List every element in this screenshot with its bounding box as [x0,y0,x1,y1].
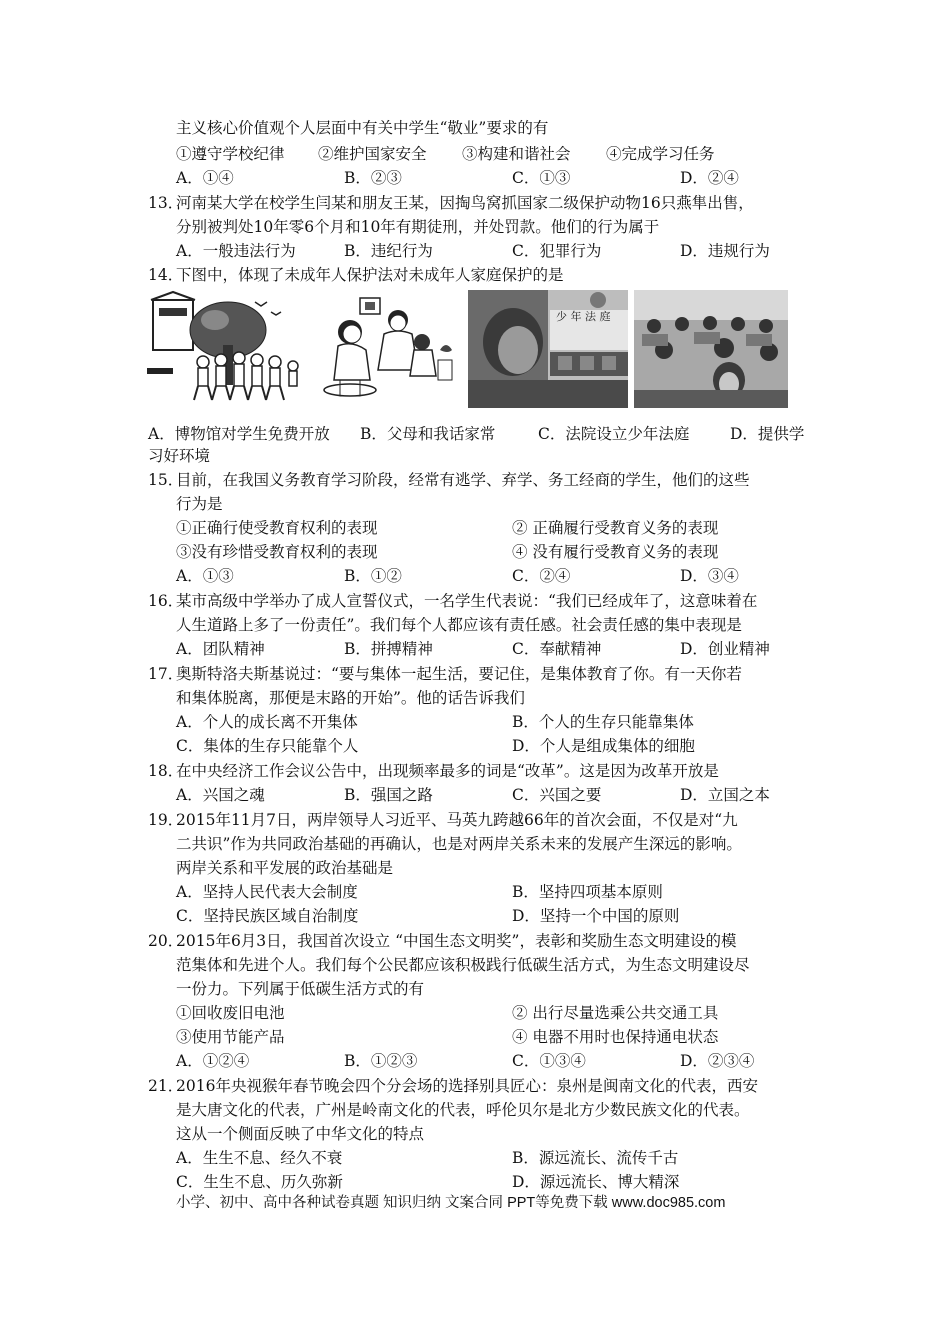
q16-option-d: D．创业精神 [680,640,770,658]
q16-option-a: A．团队精神 [176,640,265,658]
q12-item-3: ③构建和谐社会 [462,145,571,163]
q17-option-b: B．个人的生存只能靠集体 [512,713,694,731]
q19-number: 19． [148,811,184,829]
q21-number: 21． [148,1077,184,1095]
q14-number: 14． [148,266,184,284]
q17-option-c: C．集体的生存只能靠个人 [176,737,359,755]
q18-option-c: C．兴国之要 [512,786,602,804]
q20-option-d: D．②③④ [680,1052,755,1070]
q14-option-a: A．博物馆对学生免费开放 [148,425,330,443]
q19-stem-line1: 2015年11月7日，两岸领导人习近平、马英九跨越66年的首次会面，不仅是对“九 [176,811,738,829]
q18-number: 18． [148,762,184,780]
q12-option-d: D．②④ [680,169,739,187]
q14-option-d: D．提供学 [730,425,805,443]
q21-option-d: D．源远流长、博大精深 [512,1173,680,1191]
q12-item-2: ②维护国家安全 [318,145,427,163]
q13-option-b: B．违纪行为 [344,242,433,260]
q12-option-c: C．①③ [512,169,571,187]
q14-option-b: B．父母和我话家常 [360,425,496,443]
q13-stem-line2: 分别被判处10年零6个月和10年有期徒刑，并处罚款。他们的行为属于 [176,218,660,236]
q15-number: 15． [148,471,184,489]
q19-option-a: A．坚持人民代表大会制度 [176,883,358,901]
q15-stem-line1: 目前，在我国义务教育学习阶段，经常有逃学、弃学、务工经商的学生，他们的这些 [176,471,750,489]
q12-option-a: A．①④ [176,169,234,187]
q17-stem-line2: 和集体脱离，那便是末路的开始”。他的话告诉我们 [176,689,525,707]
q15-stem-line2: 行为是 [176,495,223,513]
q15-option-a: A．①③ [176,567,234,585]
q13-number: 13． [148,194,184,212]
q15-item-2: ② 正确履行受教育义务的表现 [512,519,719,537]
q15-item-1: ①正确行使受教育权利的表现 [176,519,378,537]
q12-option-b: B．②③ [344,169,402,187]
q19-option-b: B．坚持四项基本原则 [512,883,663,901]
q17-option-d: D．个人是组成集体的细胞 [512,737,695,755]
computer-classroom-photo [634,290,788,408]
q16-stem-line2: 人生道路上多了一份责任”。我们每个人都应该有责任感。社会责任感的集中表现是 [176,616,742,634]
q20-stem-line2: 范集体和先进个人。我们每个公民都应该积极践行低碳生活方式，为生态文明建设尽 [176,956,750,974]
q13-option-a: A．一般违法行为 [176,242,296,260]
q20-item-1: ①回收废旧电池 [176,1004,285,1022]
q20-stem-line3: 一份力。下列属于低碳生活方式的有 [176,980,425,998]
family-chat-illustration [310,290,460,408]
q13-option-c: C．犯罪行为 [512,242,602,260]
q19-option-d: D．坚持一个中国的原则 [512,907,680,925]
q16-option-c: C．奉献精神 [512,640,602,658]
q20-item-2: ② 出行尽量选乘公共交通工具 [512,1004,719,1022]
q15-item-3: ③没有珍惜受教育权利的表现 [176,543,378,561]
q16-number: 16． [148,592,184,610]
q19-option-c: C．坚持民族区域自治制度 [176,907,359,925]
q14-option-c: C．法院设立少年法庭 [538,425,690,443]
q18-option-d: D．立国之本 [680,786,770,804]
q20-item-4: ④ 电器不用时也保持通电状态 [512,1028,719,1046]
q20-option-c: C．①③④ [512,1052,586,1070]
q13-option-d: D．违规行为 [680,242,770,260]
q21-stem-line1: 2016年央视猴年春节晚会四个分会场的选择别具匠心：泉州是闽南文化的代表，西安 [176,1077,758,1095]
q20-item-3: ③使用节能产品 [176,1028,285,1046]
q17-option-a: A．个人的成长离不开集体 [176,713,358,731]
q15-option-b: B．①② [344,567,402,585]
q12-item-1: ①遵守学校纪律 [176,145,285,163]
juvenile-court-photo [468,290,628,408]
page-footer: 小学、初中、高中各种试卷真题 知识归纳 文案合同 PPT等免费下载 www.doc985.com [176,1195,726,1211]
q16-stem-line1: 某市高级中学举办了成人宣誓仪式，一名学生代表说：“我们已经成年了，这意味着在 [176,592,758,610]
q17-stem-line1: 奥斯特洛夫斯基说过：“要与集体一起生活，要记住，是集体教育了你。有一天你若 [176,665,742,683]
q20-number: 20． [148,932,184,950]
q21-option-c: C．生生不息、历久弥新 [176,1173,343,1191]
q12-item-4: ④完成学习任务 [606,145,715,163]
court-sign-text: 少 年 法 庭 [556,310,611,323]
q15-item-4: ④ 没有履行受教育义务的表现 [512,543,719,561]
q19-stem-line3: 两岸关系和平发展的政治基础是 [176,859,394,877]
q15-option-c: C．②④ [512,567,571,585]
q18-option-a: A．兴国之魂 [176,786,265,804]
q13-stem-line1: 河南某大学在校学生闫某和朋友王某，因掏鸟窝抓国家二级保护动物16只燕隼出售， [176,194,754,212]
q21-option-b: B．源远流长、流传千古 [512,1149,679,1167]
q16-option-b: B．拼搏精神 [344,640,433,658]
q14-option-d-cont: 习好环境 [148,447,211,465]
q15-option-d: D．③④ [680,567,739,585]
q20-option-b: B．①②③ [344,1052,418,1070]
museum-children-illustration [143,290,303,408]
q18-stem: 在中央经济工作会议公告中，出现频率最多的词是“改革”。这是因为改革开放是 [176,762,719,780]
q21-stem-line3: 这从一个侧面反映了中华文化的特点 [176,1125,425,1143]
q14-stem: 下图中，体现了未成年人保护法对未成年人家庭保护的是 [176,266,564,284]
q19-stem-line2: 二共识”作为共同政治基础的再确认，也是对两岸关系未来的发展产生深远的影响。 [176,835,742,853]
q12-stem: 主义核心价值观个人层面中有关中学生“敬业”要求的有 [176,119,549,137]
q20-option-a: A．①②④ [176,1052,250,1070]
q17-number: 17． [148,665,184,683]
q20-stem-line1: 2015年6月3日，我国首次设立 “中国生态文明奖”，表彰和奖励生态文明建设的模 [176,932,737,950]
q21-option-a: A．生生不息、经久不衰 [176,1149,343,1167]
q18-option-b: B．强国之路 [344,786,433,804]
q21-stem-line2: 是大唐文化的代表，广州是岭南文化的代表，呼伦贝尔是北方少数民族文化的代表。 [176,1101,750,1119]
